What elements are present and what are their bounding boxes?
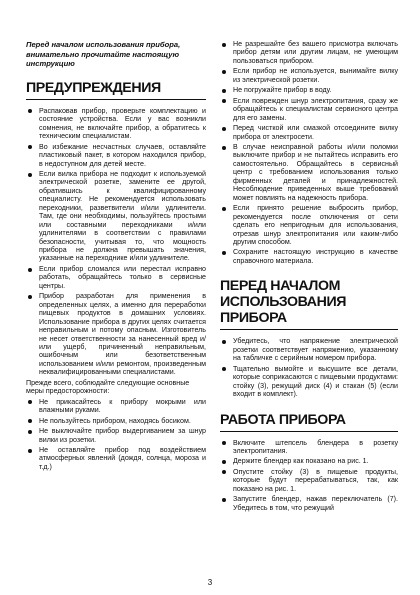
precautions-list (26, 398, 206, 472)
list-item: Прибор разработан для применения в определенных целях, а именно для переработки пищевых продуктов в домашних условиях. Использование прибора в других целях считается неправильным и потому опасным. Изготовитель не несет ответственности за нанесенный вред и/или ущерб, причиненный неправильным, ошибочным или безответственным использованием и/или ремонтом, произведенным неквалифицированными специалистами. (26, 292, 206, 377)
precautions-intro: Прежде всего, соблюдайте следующие основные меры предосторожности: (26, 378, 190, 396)
list-item: Включите штепсель блендера в розетку электропитания. (220, 439, 398, 456)
list-item: Если вилка прибора не подходит к используемой электрической розетке, замените ее другой, обратившись к квалифицированному специалисту. Не рекомендуется использовать переходники, разветвители и/или удлинители. Там, где они необходимы, пользуйтесь простыми или составными переходниками и/или удлинителями в соответствии с правилами безопасности, учитывая то, что мощность прибора не должна превышать значения, указанные на переходнике и/или удлинителе. (26, 170, 206, 263)
list-item: Запустите блендер, нажав переключатель (7). Убедитесь в том, что режущий (220, 495, 398, 512)
list-item: Сохраните настоящую инструкцию в качестве справочного материала. (220, 248, 398, 265)
list-item: Не пользуйтесь прибором, находясь босиком. (26, 417, 206, 425)
list-item: Распаковав прибор, проверьте комплектацию и состояние устройства. Если у вас возникли сомнения, не включайте прибор, а обратитесь к техническим специалистам. (26, 107, 206, 141)
list-item: Держите блендер как показано на рис. 1. (220, 457, 398, 465)
warnings-list (26, 107, 206, 377)
before-use-heading-line2: ИСПОЛЬЗОВАНИЯ ПРИБОРА (220, 294, 347, 327)
before-use-heading-line1: ПЕРЕД НАЧАЛОМ (220, 278, 341, 295)
list-item: Если прибор сломался или перестал исправно работать, обращайтесь только в сервисные центры. (26, 265, 206, 290)
precautions-list-continued (220, 40, 398, 265)
list-item: Не прикасайтесь к прибору мокрыми или влажными руками. (26, 398, 206, 415)
warnings-heading: ПРЕДУПРЕЖДЕНИЯ (26, 80, 206, 100)
list-item: Если поврежден шнур электропитания, сразу же обращайтесь к специалистам сервисного центра для его замены. (220, 97, 398, 122)
list-item: Если принято решение выбросить прибор, рекомендуется после отключения от сети сделать его непригодным для использования, отрезав шнур электропитания или каким-либо другим способом. (220, 204, 398, 246)
before-use-list (220, 337, 398, 398)
list-item: Во избежание несчастных случаев, оставляйте пластиковый пакет, в котором находился прибор, в недоступном для детей месте. (26, 143, 206, 168)
list-item: Не погружайте прибор в воду. (220, 86, 398, 94)
list-item: Тщательно вымойте и высушите все детали, которые соприкасаются с пищевыми продуктами: стойку (3), режущий диск (4) и стакан (5) (если входит в комплект). (220, 365, 398, 399)
list-item: В случае неисправной работы и/или поломки выключите прибор и не пытайтесь исправить его самостоятельно. Обращайтесь в сервисный центр с требованием использования только фирменных деталей и принадлежностей. Несоблюдение приведенных выше требований может повлиять на надежность прибора. (220, 143, 398, 202)
operation-list (220, 439, 398, 513)
list-item: Убедитесь, что напряжение электрической розетки соответствует напряжению, указанному на табличке с серийным номером прибора. (220, 337, 398, 362)
list-item: Если прибор не используется, вынимайте вилку из электрической розетки. (220, 67, 398, 84)
intro-note: Перед началом использования прибора, внимательно прочитайте настоящую инструкцию (26, 40, 181, 69)
list-item: Не оставляйте прибор под воздействием атмосферных явлений (дождя, солнца, мороза и т.д.) (26, 446, 206, 471)
list-item: Перед чисткой или смазкой отсоедините вилку прибора от электросети. (220, 124, 398, 141)
list-item: Опустите стойку (3) в пищевые продукты, которые будут перерабатываться, так, как показано на рис. 1. (220, 468, 398, 493)
list-item: Не выключайте прибор выдергиванием за шнур вилки из розетки. (26, 427, 206, 444)
list-item: Не разрешайте без вашего присмотра включать прибор детям или другим лицам, не умеющим пользоваться прибором. (220, 40, 398, 65)
left-column (26, 40, 206, 473)
right-column (220, 40, 398, 514)
before-use-heading (220, 278, 398, 330)
operation-heading: РАБОТА ПРИБОРА (220, 412, 398, 432)
page-number: 3 (207, 578, 213, 587)
